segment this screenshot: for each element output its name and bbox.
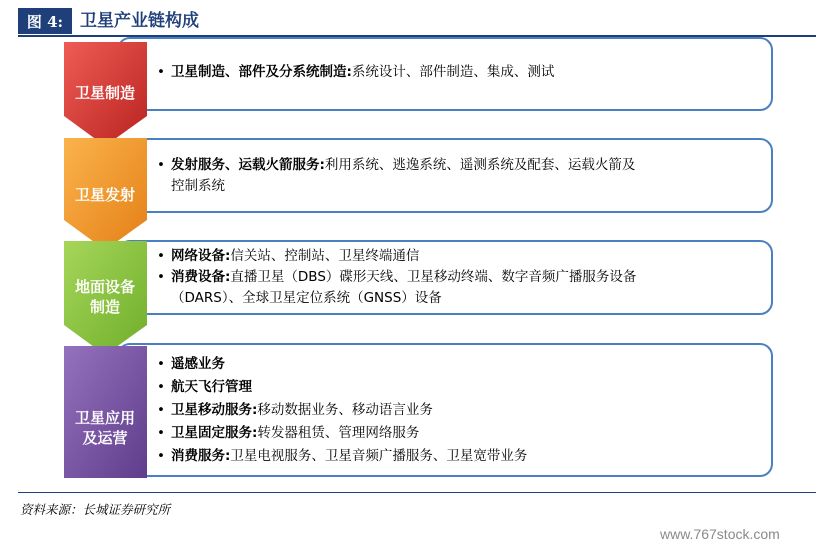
item-head: 卫星移动服务: (171, 402, 258, 418)
stage-label-line: 及运营 (82, 429, 128, 447)
item-text: 信关站、控制站、卫星终端通信 (230, 248, 420, 264)
stage-label-line: 卫星发射 (74, 186, 135, 204)
stage-label-line: 卫星应用 (74, 409, 135, 427)
item-text: 利用系统、逃逸系统、遥测系统及配套、运载火箭及 (324, 157, 636, 173)
item-head: 航天飞行管理 (171, 379, 252, 395)
figure-title: 卫星产业链构成 (80, 11, 199, 31)
item-text: 卫星电视服务、卫星音频广播服务、卫星宽带业务 (230, 448, 528, 464)
list-item (157, 246, 636, 267)
stage-items-application (157, 353, 527, 468)
stage-label-manufacturing (65, 83, 145, 103)
figure-number: 图 4: (18, 8, 72, 34)
list-item (157, 376, 527, 399)
list-item (157, 62, 554, 83)
item-head: 遥感业务 (171, 356, 225, 372)
watermark: www.767stock.com (660, 526, 780, 542)
list-item (157, 422, 527, 445)
item-head: 网络设备: (171, 248, 231, 264)
stage-label-line: 卫星制造 (74, 84, 135, 102)
stage-items-launch (157, 155, 635, 197)
item-head: 卫星制造、部件及分系统制造: (171, 64, 352, 80)
item-text: 转发器租赁、管理网络服务 (257, 425, 420, 441)
stage-label-line: 地面设备 (74, 278, 135, 296)
stage-items-ground-equipment (157, 246, 636, 309)
item-head: 发射服务、运载火箭服务: (171, 157, 325, 173)
stage-label-application (65, 408, 145, 448)
source-note: 资料来源：长城证券研究所 (20, 502, 171, 517)
item-text: 移动数据业务、移动语言业务 (257, 402, 433, 418)
stage-label-ground-equipment (65, 277, 145, 317)
item-text-continuation: （DARS）、全球卫星定位系统（GNSS）设备 (171, 290, 442, 306)
list-item (157, 267, 636, 288)
item-head: 消费设备: (171, 269, 231, 285)
list-item (157, 445, 527, 468)
item-text: 直播卫星（DBS）碟形天线、卫星移动终端、数字音频广播服务设备 (230, 269, 637, 285)
item-head: 卫星固定服务: (171, 425, 258, 441)
list-item (157, 155, 635, 176)
item-text: 系统设计、部件制造、集成、测试 (351, 64, 555, 80)
item-text-continuation: 控制系统 (171, 178, 225, 194)
list-item (157, 353, 527, 376)
item-head: 消费服务: (171, 448, 231, 464)
stage-label-line: 制造 (89, 298, 120, 316)
stage-items-manufacturing (157, 62, 554, 83)
stage-label-launch (65, 185, 145, 205)
list-item (157, 399, 527, 422)
source-rule (18, 492, 816, 493)
